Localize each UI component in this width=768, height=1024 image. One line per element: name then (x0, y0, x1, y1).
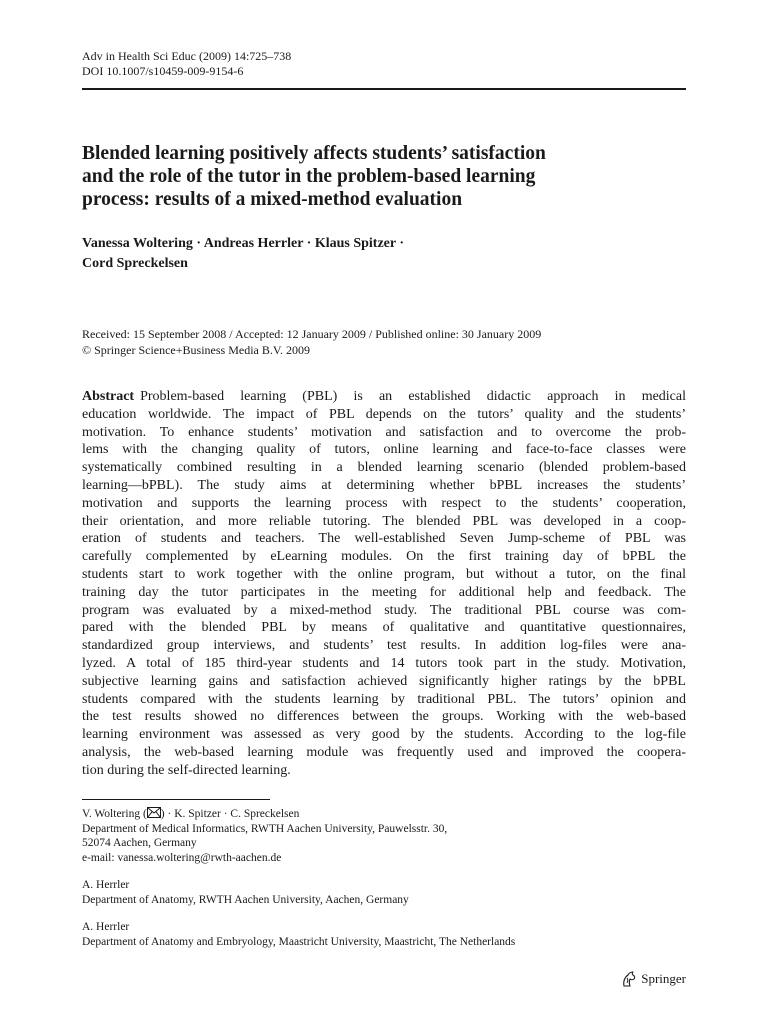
abstract-line: carefully complemented by eLearning modules. On the first training day of bPBL the (82, 549, 686, 565)
abstract-label: Abstract (82, 389, 135, 404)
affiliation-email[interactable]: e-mail: vanessa.woltering@rwth-aachen.de (82, 851, 282, 864)
abstract-line (82, 388, 686, 406)
header-rule (82, 88, 686, 90)
abstract-line: subjective learning gains and satisfaction achieved significantly higher ratings by the bPBL (82, 673, 686, 689)
copyright-notice: © Springer Science+Business Media B.V. 2009 (82, 343, 310, 357)
footnote-rule (82, 799, 270, 800)
abstract-line: pared with the blended PBL by means of qualitative and quantitative questionnaires, (82, 620, 686, 636)
names-before: V. Woltering ( (82, 808, 147, 820)
abstract-line: systematically combined resulting in a blended learning scenario (blended problem-based (82, 460, 686, 476)
abstract-line: eration of students and teachers. The well-established Seven Jump-scheme of PBL was (82, 531, 686, 547)
article-page (82, 0, 686, 1024)
abstract-line-text: Problem-based learning (PBL) is an established didactic approach in medical (140, 389, 686, 404)
authors-line: Cord Spreckelsen (82, 256, 188, 271)
affiliation-names: A. Herrler (82, 921, 130, 933)
abstract-line: tion during the self-directed learning. (82, 762, 291, 778)
authors-line: Vanessa Woltering · Andreas Herrler · Klaus Spitzer · (82, 236, 405, 251)
journal-header (82, 49, 291, 79)
publisher-name: Springer (641, 971, 686, 986)
publication-history (82, 326, 541, 358)
affiliation-names: A. Herrler (82, 879, 130, 891)
abstract-line: training day the tutor participates in the meeting for additional help and feedback. The (82, 584, 686, 600)
abstract-line: education worldwide. The impact of PBL depends on the tutors’ quality and the students’ (82, 406, 686, 422)
abstract (82, 388, 686, 780)
abstract-line: lems with the changing quality of tutors, online learning and face-to-face classes were (82, 442, 686, 458)
history-dates: Received: 15 September 2008 / Accepted: 12 January 2009 / Published online: 30 January 2009 (82, 327, 542, 341)
abstract-line: standardized group interviews, and students’ test results. In addition log-files were ana- (82, 638, 686, 654)
title-line: Blended learning positively affects students’ satisfaction (82, 143, 546, 164)
envelope-icon (147, 807, 161, 818)
abstract-line: learning—bPBL). The study aims at determining whether bPBL increases the students’ (82, 477, 686, 493)
names-after: ) · K. Spitzer · C. Spreckelsen (160, 808, 300, 820)
abstract-line: program was evaluated by a mixed-method study. The traditional PBL course was com- (82, 602, 686, 618)
abstract-line: lyzed. A total of 185 third-year students and 14 tutors took part in the study. Motivation, (82, 655, 686, 671)
abstract-line: motivation and supports the learning process with respect to the students’ cooperation, (82, 495, 686, 511)
abstract-line: the test results showed no differences between the groups. Working with the web-based (82, 709, 686, 725)
affiliation-dept: Department of Anatomy, RWTH Aachen University, Aachen, Germany (82, 893, 409, 906)
abstract-line: learning environment was assessed as very good by the students. According to the log-file (82, 727, 686, 743)
affiliation-block (82, 807, 447, 865)
author-list (82, 234, 404, 274)
abstract-line: analysis, the web-based learning module was frequently used and improved the coopera- (82, 744, 686, 760)
publisher-logo (621, 970, 686, 988)
affiliation-address: 52074 Aachen, Germany (82, 837, 197, 849)
affiliation-names (82, 807, 447, 822)
affiliation-block (82, 920, 515, 949)
abstract-line: students start to work together with the online program, but without a tutor, on the final (82, 566, 686, 582)
springer-horse-icon (621, 970, 637, 988)
title-line: process: results of a mixed-method evaluation (82, 189, 463, 210)
abstract-line: their orientation, and more reliable tutoring. The blended PBL was developed in a coop- (82, 513, 686, 529)
affiliation-dept: Department of Medical Informatics, RWTH Aachen University, Pauwelsstr. 30, (82, 822, 448, 835)
article-title (82, 142, 686, 211)
journal-citation: Adv in Health Sci Educ (2009) 14:725–738 (82, 49, 292, 63)
abstract-line: motivation. To enhance students’ motivation and satisfaction and to overcome the prob- (82, 424, 686, 440)
affiliation-dept: Department of Anatomy and Embryology, Maastricht University, Maastricht, The Netherlands (82, 935, 516, 948)
journal-doi[interactable]: DOI 10.1007/s10459-009-9154-6 (82, 64, 244, 78)
abstract-line: students compared with the students learning by traditional PBL. The tutors’ opinion and (82, 691, 686, 707)
title-line: and the role of the tutor in the problem-based learning (82, 166, 536, 187)
affiliation-block (82, 878, 409, 907)
